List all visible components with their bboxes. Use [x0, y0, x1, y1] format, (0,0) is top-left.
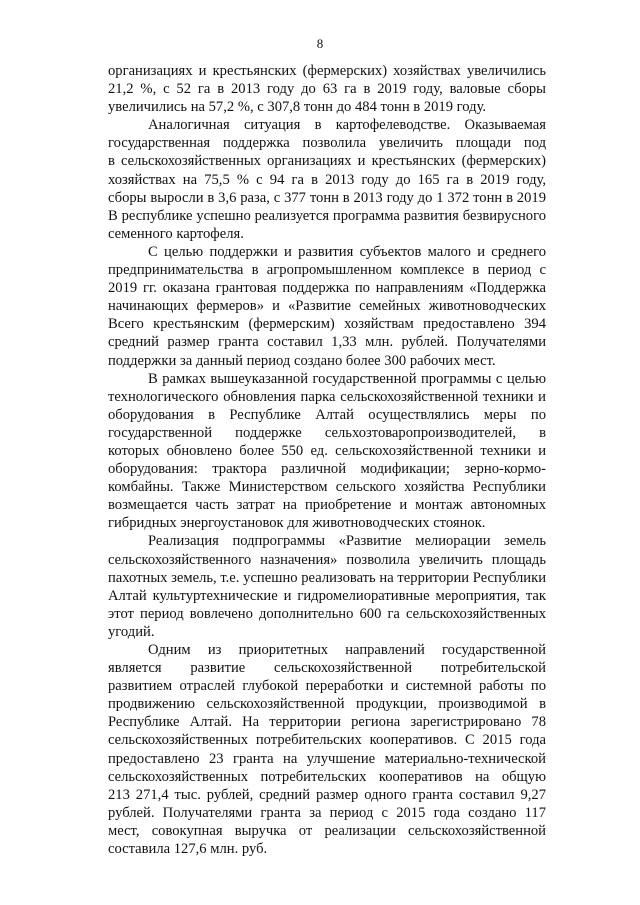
text-line: 21,2 %, с 52 га в 2013 году до 63 га в 2019 году, валовые сборы [108, 81, 546, 98]
text-line: сельскохозяйственных потребительских кооперативов. С 2015 года [108, 732, 546, 749]
text-line: является развитие сельскохозяйственной потребительской [108, 660, 546, 677]
text-line: Одним из приоритетных направлений государственной [148, 642, 546, 658]
text-line: В рамках вышеуказанной государственной программы с целью [148, 370, 546, 387]
text-line: Республике Алтай. На территории региона зарегистрировано 78 [108, 714, 546, 731]
text-line: мест, совокупная выручка от реализации сельскохозяйственной [108, 822, 546, 839]
text-line: 2019 гг. оказана грантовая поддержка по направлениям «Поддержка [108, 280, 546, 297]
text-line: сельскохозяйственного назначения» позволила увеличить площадь [108, 551, 546, 568]
text-line: рублей. Получателями гранта за период с 2015 года создано 117 [108, 804, 546, 821]
paragraph [108, 370, 546, 533]
text-line: технологического обновления парка сельскохозяйственной техники и [108, 388, 546, 405]
text-line: возмещается часть затрат на приобретение и монтаж автономных [108, 497, 546, 514]
text-line: развитием отраслей глубокой переработки и системной работы по [108, 678, 546, 695]
page-number: 8 [316, 36, 324, 51]
text-line: Реализация подпрограммы «Развитие мелиорации земель [148, 533, 546, 550]
text-line: увеличились на 57,2 %, с 307,8 тонн до 484 тонн в 2019 году. [108, 99, 487, 116]
paragraph [108, 641, 546, 858]
text-line: начинающих фермеров» и «Развитие семейных животноводческих [108, 298, 546, 315]
text-line: гибридных энергоустановок для животноводческих стоянок. [108, 515, 486, 532]
text-line: С целью поддержки и развития субъектов малого и среднего [148, 243, 546, 260]
text-line: которых обновлено более 550 ед. сельскохозяйственной техники и [108, 442, 546, 459]
text-line: продвижению сельскохозяйственной продукции, производимой в [108, 696, 546, 713]
paragraph [108, 243, 546, 370]
paragraph [108, 532, 546, 641]
text-line: поддержки за данный период создано более 300 рабочих мест. [108, 352, 496, 369]
text-line: 213 271,4 тыс. рублей, средний размер одного гранта составил 9,27 [108, 786, 546, 803]
text-line: этот период вовлечено дополнительно 600 га сельскохозяйственных [108, 605, 546, 622]
text-line: оборудования в Республике Алтай осуществлялись меры по [108, 406, 546, 423]
text-line: в сельскохозяйственных организациях и крестьянских (фермерских) [108, 153, 546, 170]
text-line: хозяйствах на 75,5 % с 94 га в 2013 году до 165 га в 2019 году, [108, 171, 546, 188]
text-line: государственной поддержке сельхозтоваропроизводителей, в [108, 424, 546, 441]
text-line: пахотных земель, т.е. успешно реализовать на территории Республики [108, 569, 546, 586]
text-line: сборы выросли в 3,6 раза, с 377 тонн в 2013 году до 1 372 тонн в 2019 [108, 189, 546, 206]
text-line: В республике успешно реализуется программа развития безвирусного [108, 207, 546, 224]
text-line: организациях и крестьянских (фермерских) хозяйствах увеличились [108, 63, 546, 79]
text-line: составила 127,6 млн. руб. [108, 841, 268, 858]
text-line: предпринимательства в агропромышленном комплексе в период с [108, 262, 546, 279]
text-line: Алтай культуртехнические и гидромелиоративные мероприятия, так [108, 587, 546, 604]
text-line: сельскохозяйственных потребительских кооперативов на общую [108, 768, 546, 785]
text-line: Всего крестьянским (фермерским) хозяйствам предоставлено 394 [108, 316, 546, 333]
text-line: семенного картофеля. [108, 225, 244, 242]
text-line: Аналогичная ситуация в картофелеводстве. Оказываемая [148, 117, 546, 134]
body-text [108, 62, 546, 858]
text-line: комбайны. Также Министерством сельского хозяйства Республики [108, 479, 546, 496]
paragraph [108, 62, 546, 116]
text-line: средний размер гранта составил 1,33 млн. рублей. Получателями [108, 334, 546, 351]
paragraph [108, 116, 546, 243]
text-line: предоставлено 23 гранта на улучшение материально-технической [108, 750, 546, 767]
text-line: оборудования: трактора различной модификации; зерно-кормо- [108, 461, 546, 478]
text-line: угодий. [108, 623, 155, 640]
text-line: государственная поддержка позволила увеличить площади под [108, 135, 546, 152]
